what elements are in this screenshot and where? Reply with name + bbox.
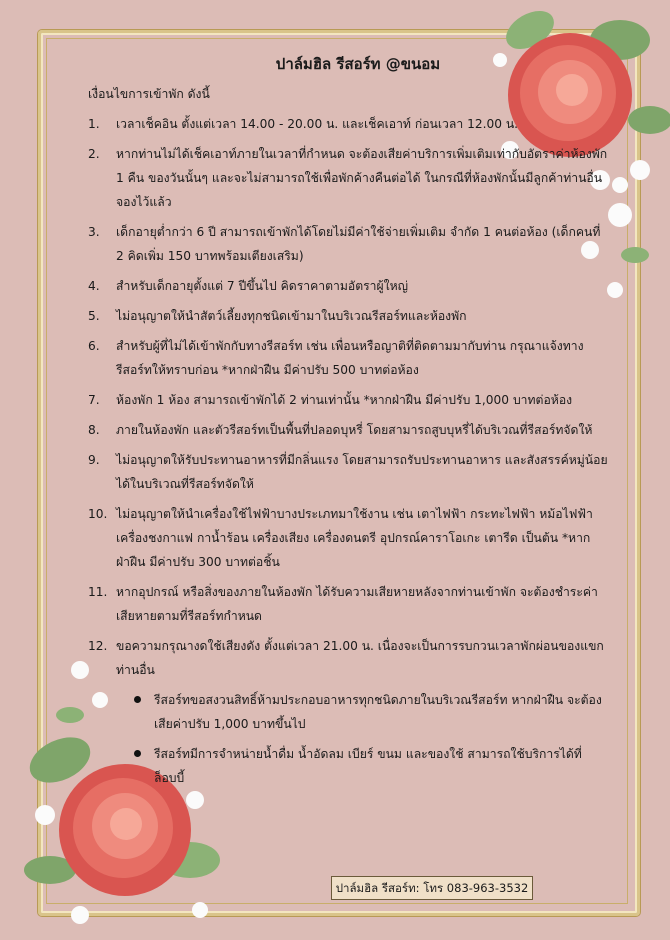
- bullet-text: รีสอร์ทขอสงวนสิทธิ์ห้ามประกอบอาหารทุกชนิดภายในบริเวณรีสอร์ท หากฝ่าฝืน จะต้องเสียค่าปรับ 1,000 บาทขึ้นไป: [154, 693, 602, 731]
- rules-list: [88, 112, 608, 682]
- note-bullets: [88, 688, 608, 790]
- rule-number: 2.: [88, 147, 100, 161]
- rule-item: [88, 142, 608, 214]
- rule-text: ขอความกรุณางดใช้เสียงดัง ตั้งแต่เวลา 21.00 น. เนื่องจะเป็นการรบกวนเวลาพักผ่อนของแขกท่านอื่น: [116, 639, 604, 677]
- rule-text: เวลาเช็คอิน ตั้งแต่เวลา 14.00 - 20.00 น. และเช็คเอาท์ ก่อนเวลา 12.00 น.: [116, 117, 519, 131]
- rule-text: ไม่อนุญาตให้นำเครื่องใช้ไฟฟ้าบางประเภทมาใช้งาน เช่น เตาไฟฟ้า กระทะไฟฟ้า หม้อไฟฟ้า เครื่องชงกาแฟ กาน้ำร้อน เครื่องเสียง เครื่องดนตรี อุปกรณ์คาราโอเกะ เตารีด เป็นต้น *หากฝ่าฝืน มีค่าปรับ 300 บาทต่อชิ้น: [116, 507, 593, 569]
- rule-item: [88, 304, 608, 328]
- rule-number: 11.: [88, 585, 108, 599]
- contact-box: ปาล์มฮิล รีสอร์ท: โทร 083-963-3532: [331, 876, 533, 900]
- rule-text: สำหรับผู้ที่ไม่ได้เข้าพักกับทางรีสอร์ท เช่น เพื่อนหรือญาติที่ติดตามมากับท่าน กรุณาแจ้งทางรีสอร์ทให้ทราบก่อน *หากฝ่าฝืน มีค่าปรับ 500 บาทต่อห้อง: [116, 339, 584, 377]
- bullet-item: [134, 688, 608, 736]
- rule-item: [88, 418, 608, 442]
- rule-item: [88, 388, 608, 412]
- bullet-text: รีสอร์ทมีการจำหน่ายน้ำดื่ม น้ำอัดลม เบียร์ ขนม และของใช้ สามารถใช้บริการได้ที่ล็อบบี้: [154, 747, 582, 785]
- rules-content: [88, 52, 608, 796]
- rule-text: เด็กอายุต่ำกว่า 6 ปี สามารถเข้าพักได้โดยไม่มีค่าใช้จ่ายเพิ่มเติม จำกัด 1 คนต่อห้อง (เด็กคนที่ 2 คิดเพิ่ม 150 บาทพร้อมเตียงเสริม): [116, 225, 601, 263]
- rule-text: ห้องพัก 1 ห้อง สามารถเข้าพักได้ 2 ท่านเท่านั้น *หากฝ่าฝืน มีค่าปรับ 1,000 บาทต่อห้อง: [116, 393, 573, 407]
- rule-number: 5.: [88, 309, 100, 323]
- rule-text: สำหรับเด็กอายุตั้งแต่ 7 ปีขึ้นไป คิดราคาตามอัตราผู้ใหญ่: [116, 279, 409, 293]
- rule-text: หากท่านไม่ได้เช็คเอาท์ภายในเวลาที่กำหนด จะต้องเสียค่าบริการเพิ่มเติมเท่ากับอัตราค่าห้องพัก 1 คืน ของวันนั้นๆ และจะไม่สามารถใช้เพื่อพักค้างคืนต่อได้ ในกรณีที่ห้องพักนั้นมีลูกค้าท่านอื่นจองไว้แล้ว: [116, 147, 608, 209]
- rule-text: หากอุปกรณ์ หรือสิ่งของภายในห้องพัก ได้รับความเสียหายหลังจากท่านเข้าพัก จะต้องชำระค่าเสียหายตามที่รีสอร์ทกำหนด: [116, 585, 598, 623]
- rule-text: ไม่อนุญาตให้รับประทานอาหารที่มีกลิ่นแรง โดยสามารถรับประทานอาหาร และสังสรรค์หมู่น้อย ได้ในบริเวณที่รีสอร์ทจัดให้: [116, 453, 608, 491]
- rule-number: 4.: [88, 279, 100, 293]
- rule-number: 8.: [88, 423, 100, 437]
- rule-text: ภายในห้องพัก และตัวรีสอร์ทเป็นพื้นที่ปลอดบุหรี่ โดยสามารถสูบบุหรี่ได้บริเวณที่รีสอร์ทจัดให้: [116, 423, 593, 437]
- rule-item: [88, 448, 608, 496]
- rule-number: 12.: [88, 639, 108, 653]
- rule-number: 3.: [88, 225, 100, 239]
- rule-item: [88, 502, 608, 574]
- rule-number: 7.: [88, 393, 100, 407]
- rule-item: [88, 220, 608, 268]
- bullet-dot-icon: [134, 696, 141, 703]
- bullet-dot-icon: [134, 750, 141, 757]
- rule-number: 10.: [88, 507, 108, 521]
- rule-number: 1.: [88, 117, 100, 131]
- bullet-item: [134, 742, 608, 790]
- rule-item: [88, 334, 608, 382]
- rule-number: 6.: [88, 339, 100, 353]
- rule-item: [88, 112, 608, 136]
- rule-item: [88, 634, 608, 682]
- rule-number: 9.: [88, 453, 100, 467]
- rule-item: [88, 580, 608, 628]
- page-title: ปาล์มฮิล รีสอร์ท @ขนอม: [275, 55, 441, 73]
- rule-item: [88, 274, 608, 298]
- intro-text: เงื่อนไขการเข้าพัก ดังนี้: [88, 87, 210, 101]
- rule-text: ไม่อนุญาตให้นำสัตว์เลี้ยงทุกชนิดเข้ามาในบริเวณรีสอร์ทและห้องพัก: [116, 309, 467, 323]
